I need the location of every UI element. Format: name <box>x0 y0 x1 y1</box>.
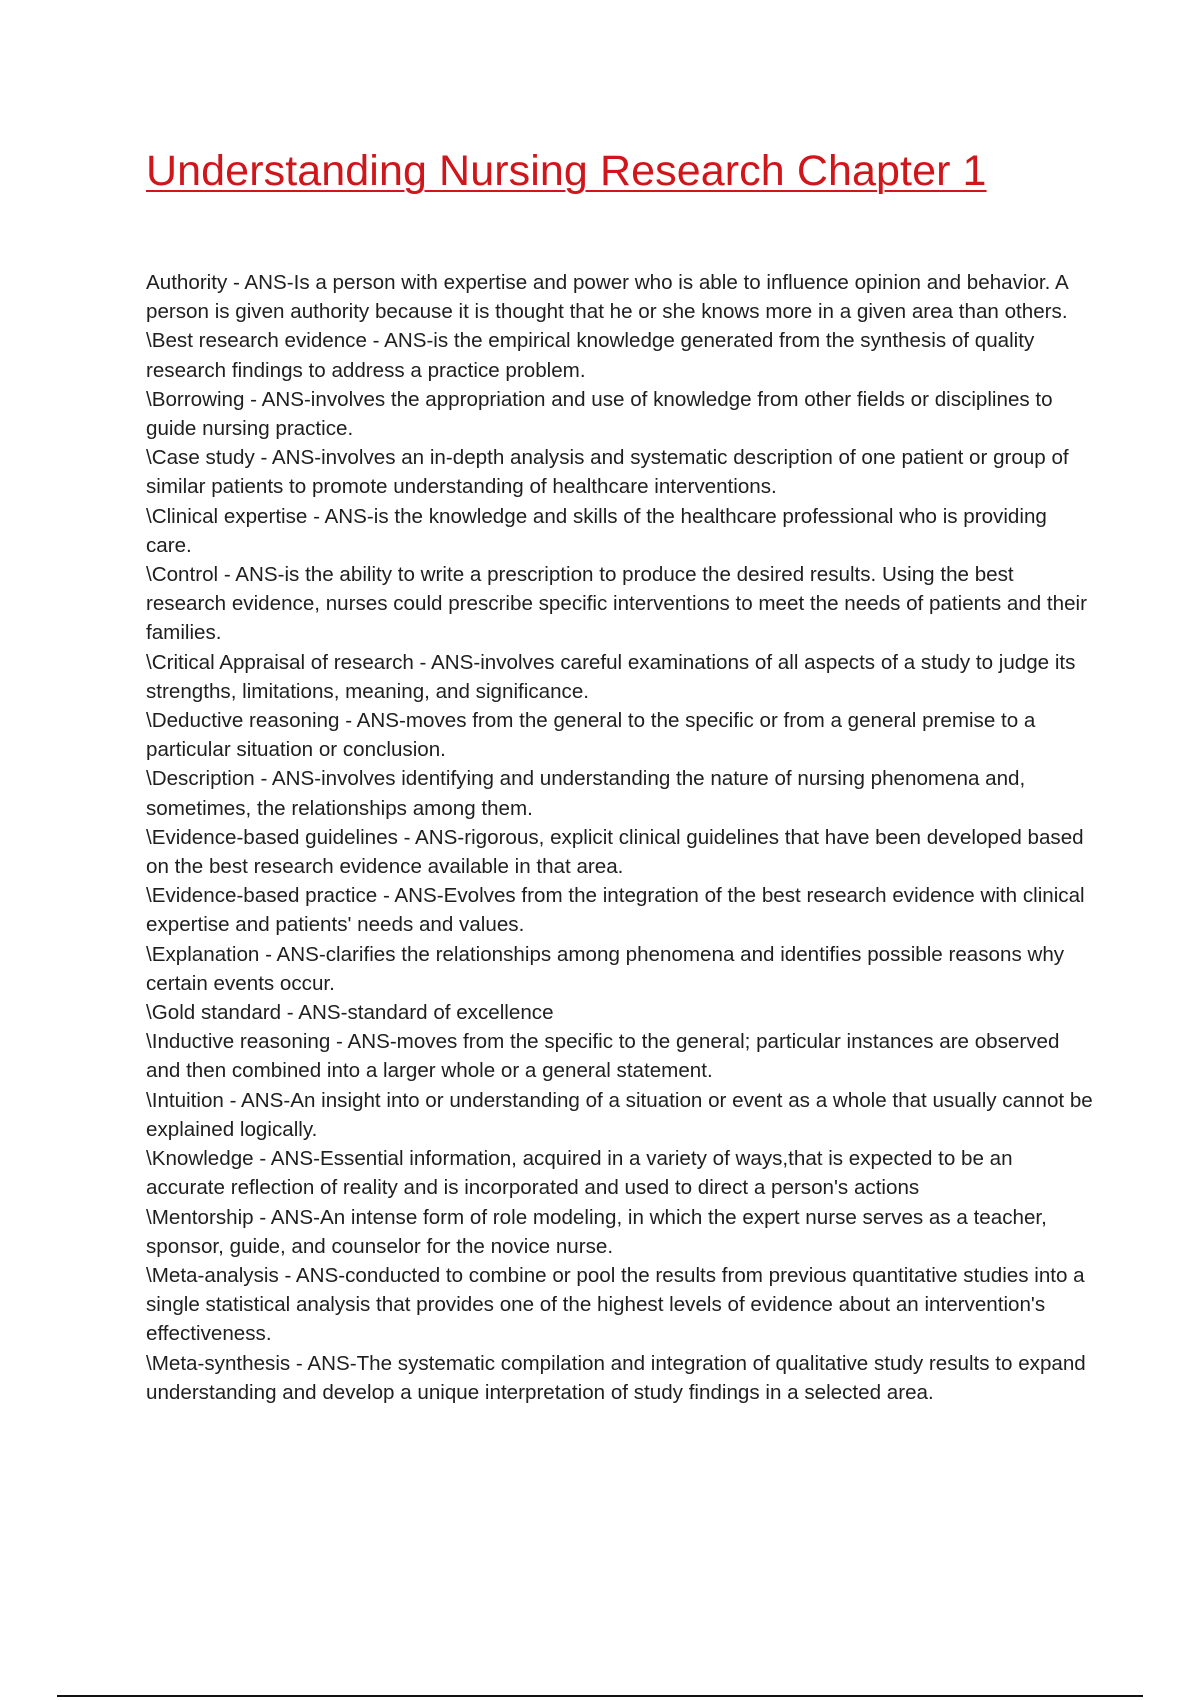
glossary-entry: Authority - ANS-Is a person with expertise and power who is able to influence opinion and behavior. A person is given authority because it is thought that he or she knows more in a given area than others. <box>146 271 1068 324</box>
glossary-entry: \Evidence-based practice - ANS-Evolves from the integration of the best research evidence with clinical expertise and patients' needs and values. <box>146 884 1085 937</box>
document-title: Understanding Nursing Research Chapter 1 <box>146 147 987 195</box>
glossary-entry: \Gold standard - ANS-standard of excellence <box>146 1001 554 1025</box>
glossary-entry: \Critical Appraisal of research - ANS-involves careful examinations of all aspects of a study to judge its strengths, limitations, meaning, and significance. <box>146 650 1076 703</box>
glossary-entry: \Mentorship - ANS-An intense form of role modeling, in which the expert nurse serves as a teacher, sponsor, guide, and counselor for the novice nurse. <box>146 1205 1047 1258</box>
glossary-entry: \Meta-synthesis - ANS-The systematic compilation and integration of qualitative study results to expand understanding and develop a unique interpretation of study findings in a selected area. <box>146 1351 1086 1404</box>
glossary-entry: \Control - ANS-is the ability to write a prescription to produce the desired results. Using the best research evidence, nurses could prescribe specific interventions to meet the needs of patients and their families. <box>146 563 1087 645</box>
glossary-entry: \Evidence-based guidelines - ANS-rigorous, explicit clinical guidelines that have been developed based on the best research evidence available in that area. <box>146 825 1084 879</box>
glossary-entry: \Meta-analysis - ANS-conducted to combine or pool the results from previous quantitative studies into a single statistical analysis that provides one of the highest levels of evidence about an intervention's effectiveness. <box>146 1263 1085 1346</box>
glossary-entry: \Inductive reasoning - ANS-moves from the specific to the general; particular instances are observed and then combined into a larger whole or a general statement. <box>146 1030 1060 1083</box>
glossary-entry: \Clinical expertise - ANS-is the knowledge and skills of the healthcare professional who is providing care. <box>146 504 1047 557</box>
glossary-entries <box>146 268 1094 1407</box>
glossary-entry: \Knowledge - ANS-Essential information, acquired in a variety of ways,that is expected to be an accurate reflection of reality and is incorporated and used to direct a person's actions <box>146 1147 1013 1200</box>
glossary-entry: \Deductive reasoning - ANS-moves from the general to the specific or from a general premise to a particular situation or conclusion. <box>146 709 1036 762</box>
glossary-entry: \Intuition - ANS-An insight into or understanding of a situation or event as a whole that usually cannot be explained logically. <box>146 1088 1093 1141</box>
glossary-entry: \Explanation - ANS-clarifies the relationships among phenomena and identifies possible reasons why certain events occur. <box>146 942 1065 995</box>
glossary-entry: \Borrowing - ANS-involves the appropriation and use of knowledge from other fields or disciplines to guide nursing practice. <box>146 387 1053 441</box>
glossary-entry: \Case study - ANS-involves an in-depth analysis and systematic description of one patient or group of similar patients to promote understanding of healthcare interventions. <box>146 446 1069 499</box>
glossary-entry: \Description - ANS-involves identifying and understanding the nature of nursing phenomena and, sometimes, the relationships among them. <box>146 767 1026 820</box>
footer-divider <box>57 1695 1143 1697</box>
glossary-entry: \Best research evidence - ANS-is the empirical knowledge generated from the synthesis of quality research findings to address a practice problem. <box>146 329 1035 382</box>
